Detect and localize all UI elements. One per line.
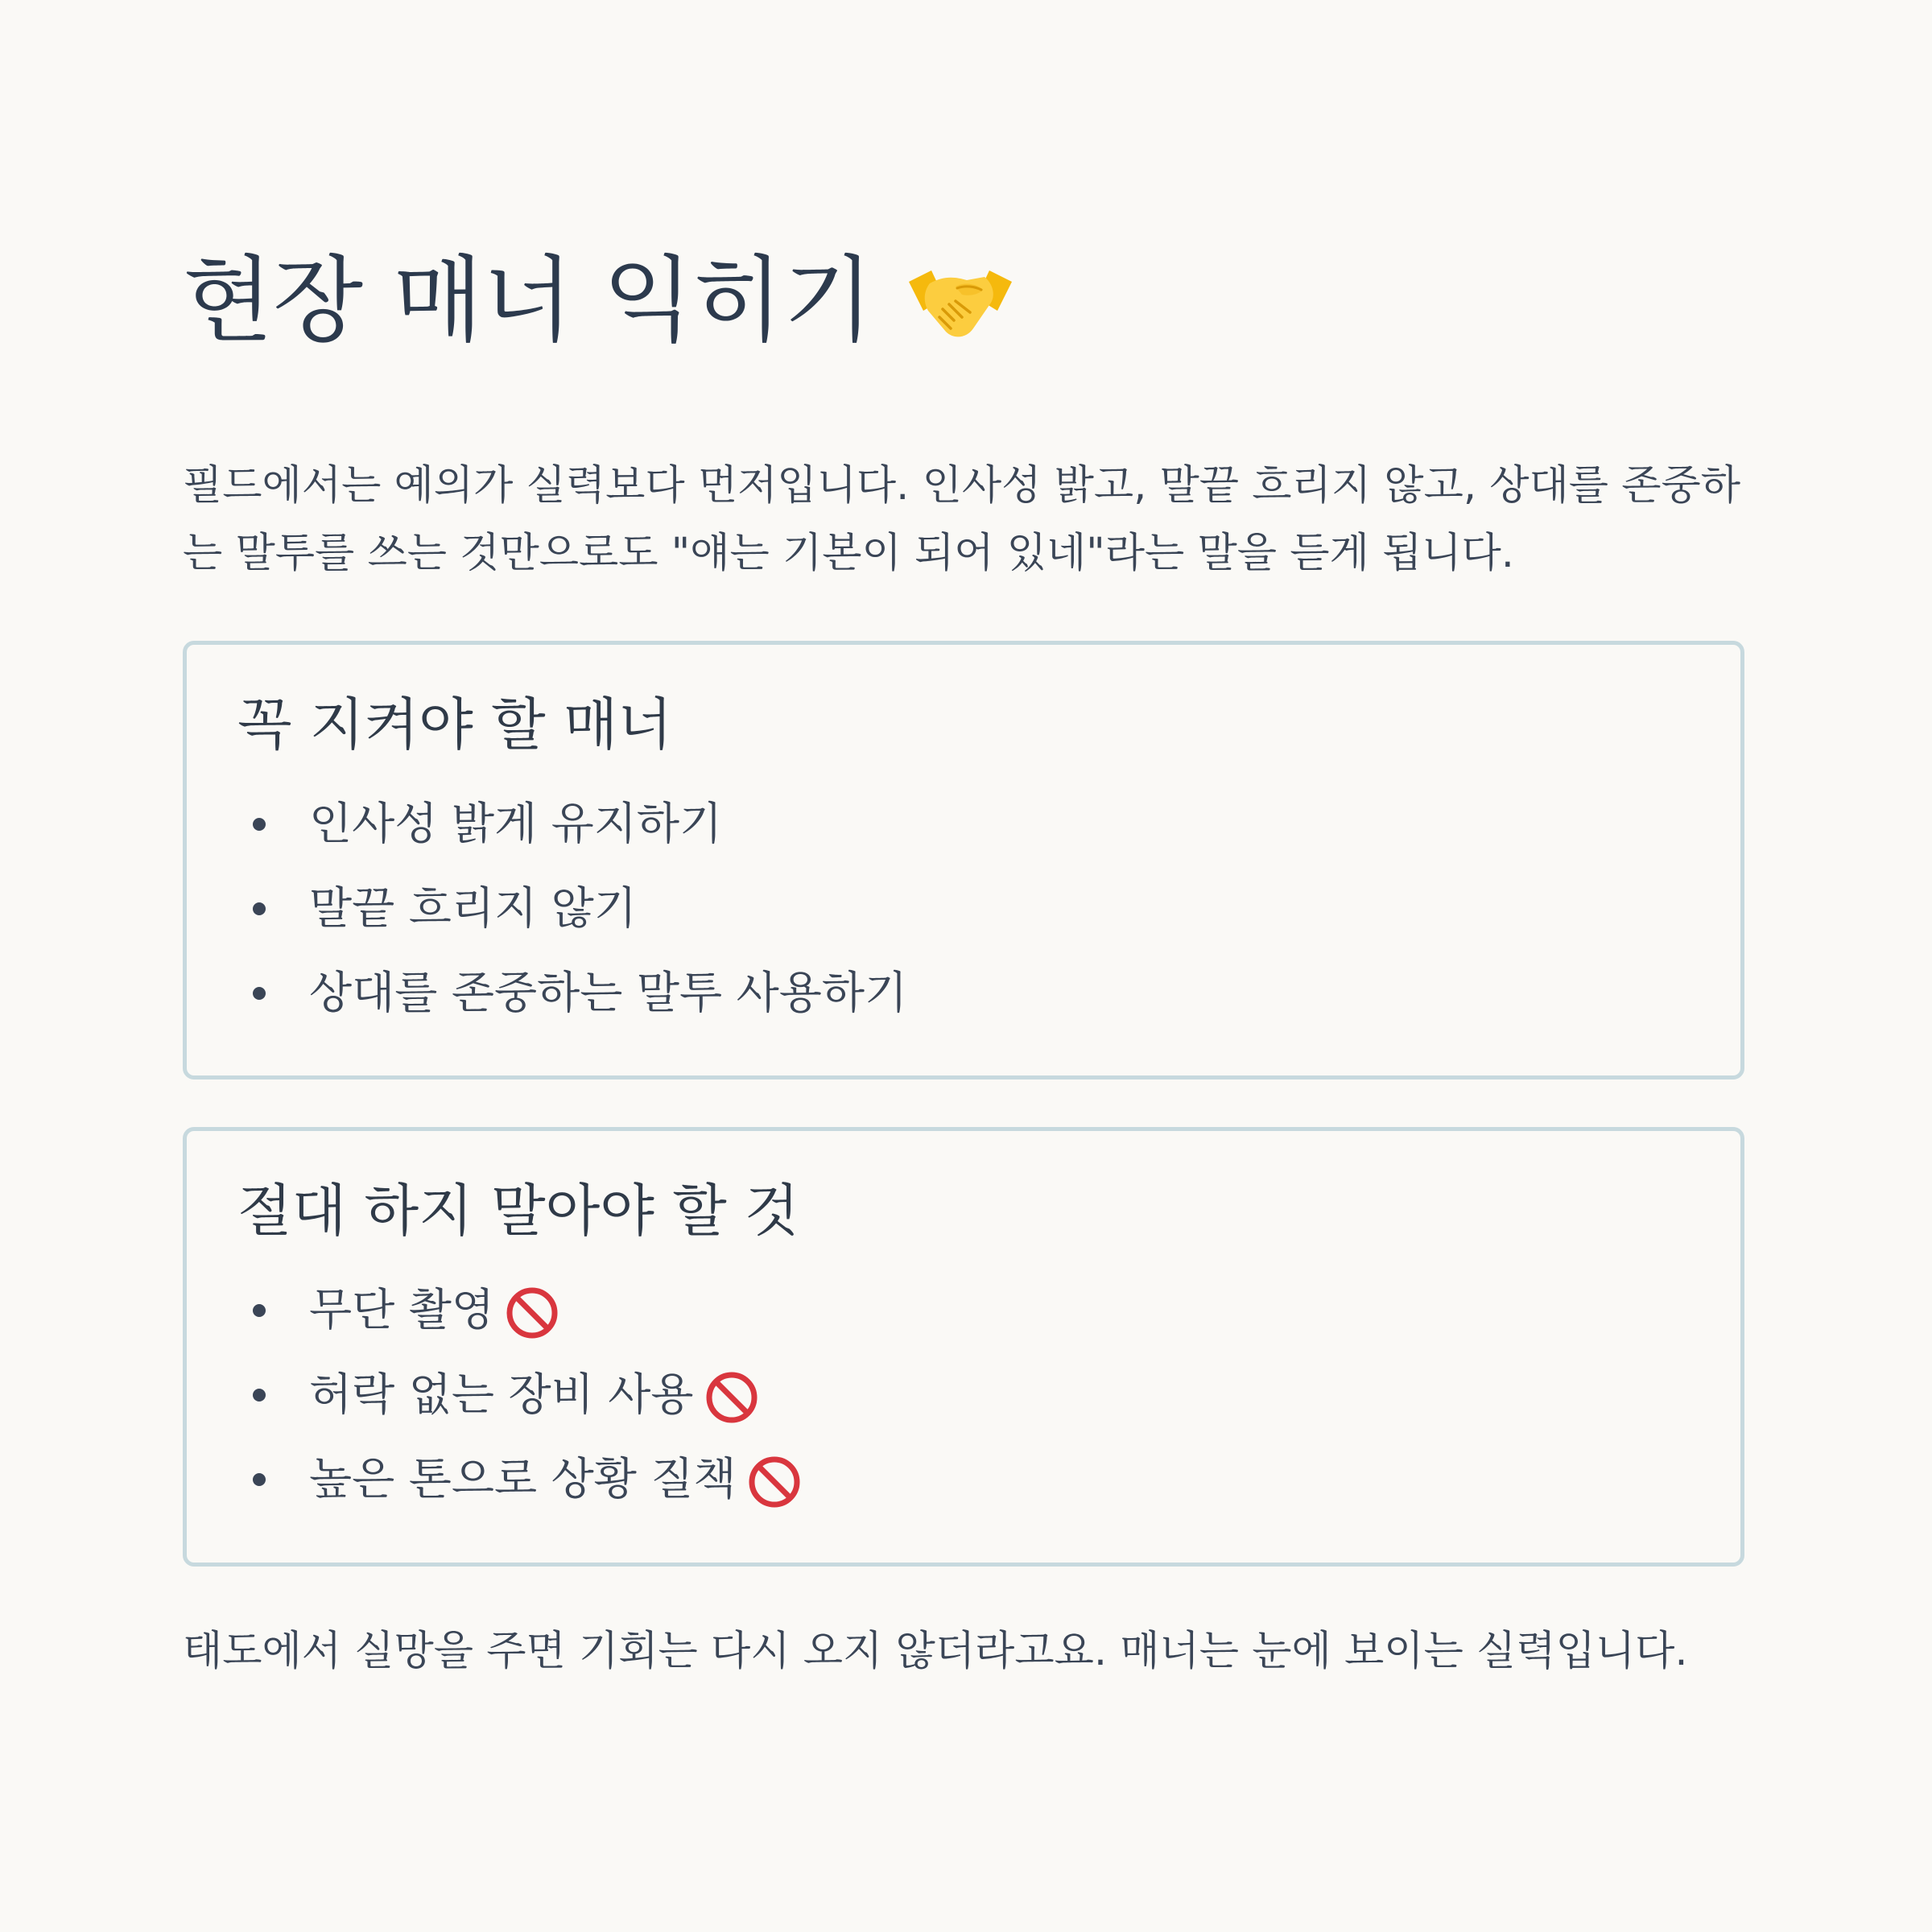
list-item-text: 인사성 밝게 유지하기 (309, 798, 723, 849)
list-item-text: 말끝 흐리지 않기 (309, 882, 637, 934)
handshake-icon (907, 257, 1013, 345)
never-do-card (183, 1127, 1744, 1567)
list-item-text: 상대를 존중하는 말투 사용하기 (309, 967, 908, 1018)
bullet-icon (253, 1389, 266, 1402)
prohibited-icon (748, 1451, 801, 1505)
must-keep-manners-card (183, 641, 1744, 1080)
page-title (183, 242, 1013, 361)
bullet-icon (253, 818, 266, 831)
bullet-icon (253, 1304, 266, 1317)
list-item-content (309, 1352, 758, 1437)
list-item (187, 866, 1740, 951)
list-item (187, 782, 1740, 866)
list-item-content (309, 1268, 559, 1352)
list-item (187, 1437, 1740, 1521)
list-item-content (309, 1437, 801, 1521)
list-item (187, 951, 1740, 1035)
prohibited-icon (705, 1367, 758, 1420)
list-item-text: 무단 촬영 (309, 1284, 495, 1335)
page-title-text: 현장 매너 익히기 (183, 246, 874, 355)
list-item-text: 허락 없는 장비 사용 (309, 1368, 694, 1420)
card-heading: 꼭 지켜야 할 매너 (237, 691, 673, 758)
prohibited-list (187, 1268, 1740, 1521)
closing-paragraph: 태도에서 실망을 주면 기회는 다시 오지 않더라고요. 매너는 눈에 보이는 실력입니다. (183, 1628, 1688, 1675)
list-item-text: 높은 톤으로 상황 질책 (309, 1453, 737, 1505)
bullet-icon (253, 1473, 266, 1486)
list-item (187, 1268, 1740, 1352)
manners-list (187, 782, 1740, 1035)
bullet-icon (253, 902, 266, 915)
prohibited-icon (506, 1282, 559, 1335)
bullet-icon (253, 987, 266, 1000)
intro-paragraph: 필드에서는 예의가 실력보다 먼저입니다. 인사성 밝고, 말끝 흐리지 않고, 상대를 존중하는 말투를 쓰는 것만으로도 "얘는 기본이 되어 있네"라는 말을 듣게 됩니다. (183, 462, 1741, 577)
list-item (187, 1352, 1740, 1437)
card-heading: 절대 하지 말아야 할 것 (237, 1178, 799, 1244)
